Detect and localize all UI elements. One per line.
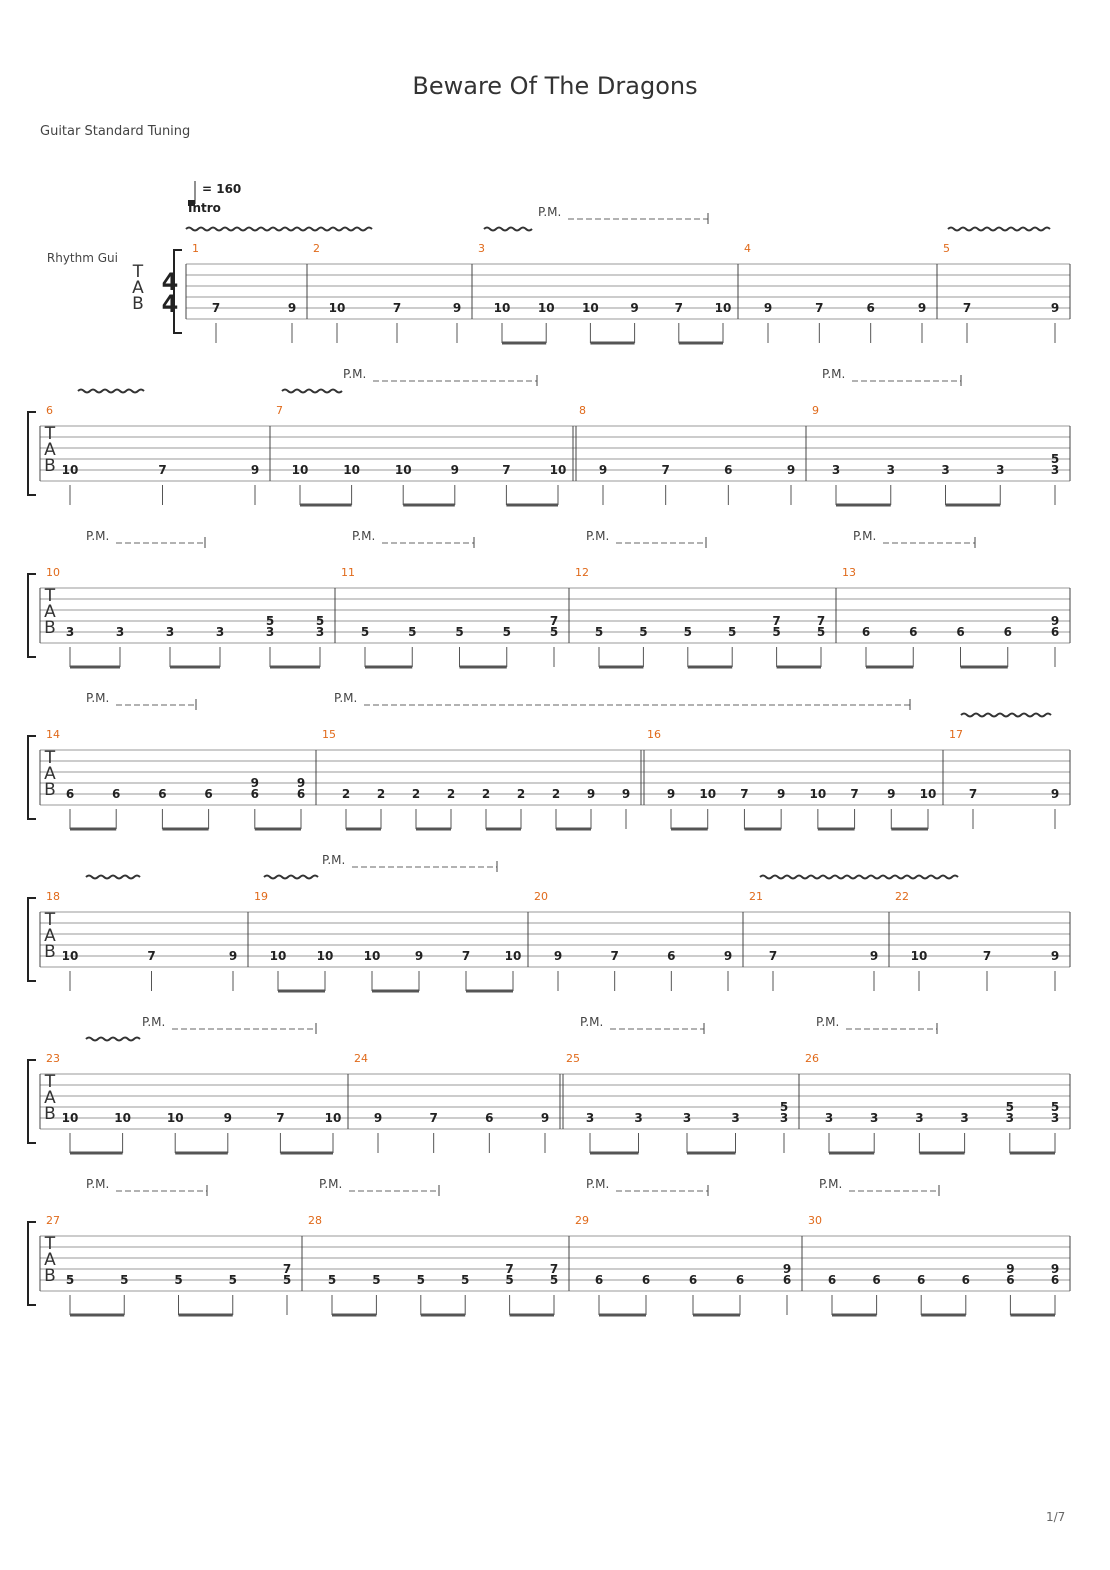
fret-number: 6 [1050,1273,1060,1287]
fret-number: 10 [714,301,732,315]
vibrato-marker [78,390,144,393]
fret-number: 10 [809,787,827,801]
fret-number: 9 [373,1111,383,1125]
fret-number: 5 [455,625,464,639]
fret-number: 10 [699,787,717,801]
fret-number: 5 [416,1273,425,1287]
fret-number: 6 [1006,1273,1015,1287]
fret-number: 5 [1050,452,1060,466]
palm-mute-label: P.M. [586,529,610,543]
fret-number: 9 [598,463,608,477]
palm-mute-label: P.M. [352,529,376,543]
measure-number: 18 [46,890,60,903]
tab-clef-letter: A [44,602,56,622]
fret-number: 7 [147,949,156,963]
tab-clef-letter: A [44,1250,56,1270]
fret-number: 5 [327,1273,337,1287]
fret-number: 9 [630,301,639,315]
fret-number: 9 [223,1111,232,1125]
palm-mute-label: P.M. [343,367,367,381]
fret-number: 7 [282,1262,292,1276]
measure-number: 10 [46,566,60,579]
measure-number: 23 [46,1052,60,1065]
measure-number: 25 [566,1052,580,1065]
fret-number: 3 [731,1111,740,1125]
fret-number: 6 [735,1273,745,1287]
vibrato-marker [760,876,958,879]
measure-number: 14 [46,728,60,741]
fret-number: 3 [585,1111,595,1125]
fret-number: 9 [250,463,260,477]
fret-number: 5 [408,625,417,639]
fret-number: 10 [328,301,346,315]
fret-number: 3 [1050,1111,1060,1125]
fret-number: 9 [786,463,796,477]
fret-number: 3 [1050,463,1060,477]
measure-number: 13 [842,566,856,579]
fret-number: 5 [174,1273,183,1287]
tab-clef-letter: T [132,262,144,282]
tab-clef-letter: B [44,942,56,962]
tab-clef-letter: A [44,926,56,946]
fret-number: 9 [540,1111,550,1125]
fret-number: 9 [450,463,459,477]
fret-number: 7 [502,463,511,477]
palm-mute-label: P.M. [822,367,846,381]
fret-number: 2 [411,787,421,801]
system-brace [28,736,36,819]
fret-number: 10 [114,1111,131,1125]
fret-number: 3 [315,625,325,639]
tab-clef-letter: A [44,764,56,784]
fret-number: 10 [394,463,412,477]
fret-number: 6 [961,1273,970,1287]
vibrato-marker [948,228,1050,231]
measure-number: 30 [808,1214,822,1227]
fret-number: 5 [772,625,781,639]
fret-number: 6 [827,1273,837,1287]
fret-number: 6 [204,787,213,801]
fret-number: 7 [610,949,619,963]
fret-number: 9 [621,787,631,801]
fret-number: 10 [324,1111,342,1125]
fret-number: 7 [276,1111,285,1125]
fret-number: 6 [956,625,965,639]
fret-number: 10 [910,949,928,963]
fret-number: 6 [1050,625,1060,639]
fret-number: 7 [982,949,992,963]
fret-number: 3 [886,463,895,477]
track-name: Rhythm Gui [46,251,118,265]
fret-number: 5 [505,1273,514,1287]
time-signature-bottom: 4 [161,290,179,318]
fret-number: 7 [211,301,221,315]
fret-number: 3 [960,1111,969,1125]
fret-number: 7 [392,301,402,315]
fret-number: 6 [866,301,875,315]
fret-number: 9 [869,949,879,963]
measure-number: 17 [949,728,963,741]
fret-number: 3 [634,1111,643,1125]
fret-number: 10 [504,949,522,963]
palm-mute-label: P.M. [816,1015,840,1029]
fret-number: 7 [429,1111,438,1125]
measure-number: 20 [534,890,548,903]
fret-number: 6 [641,1273,651,1287]
measure-number: 27 [46,1214,60,1227]
section-marker: Intro [188,201,221,215]
fret-number: 7 [674,301,683,315]
measure-number: 9 [812,404,819,417]
fret-number: 10 [61,463,79,477]
fret-number: 7 [850,787,859,801]
fret-number: 6 [485,1111,494,1125]
fret-number: 5 [549,625,559,639]
fret-number: 10 [166,1111,184,1125]
fret-number: 2 [376,787,386,801]
tab-clef-letter: A [44,440,56,460]
fret-number: 9 [1050,949,1060,963]
fret-number: 9 [228,949,238,963]
fret-number: 10 [269,949,287,963]
fret-number: 7 [740,787,749,801]
fret-number: 7 [549,1262,559,1276]
vibrato-marker [86,876,140,879]
fret-number: 5 [779,1100,789,1114]
tab-clef-letter: B [44,1266,56,1286]
fret-number: 9 [553,949,563,963]
fret-number: 3 [115,625,125,639]
fret-number: 9 [1050,1262,1060,1276]
tab-clef-letter: B [44,456,56,476]
vibrato-marker [961,714,1051,717]
fret-number: 3 [915,1111,924,1125]
fret-number: 5 [461,1273,470,1287]
tab-clef-letter: B [44,1104,56,1124]
system-brace [28,898,36,981]
measure-number: 3 [478,242,485,255]
fret-number: 6 [724,463,733,477]
palm-mute-label: P.M. [853,529,877,543]
fret-number: 3 [870,1111,879,1125]
fret-number: 7 [661,463,670,477]
measure-number: 1 [192,242,199,255]
palm-mute-label: P.M. [86,691,110,705]
fret-number: 9 [782,1262,792,1276]
system-brace [28,574,36,657]
fret-number: 10 [549,463,567,477]
tab-clef-letter: B [44,618,56,638]
fret-number: 6 [782,1273,792,1287]
palm-mute-label: P.M. [334,691,358,705]
fret-number: 7 [768,949,778,963]
measure-number: 29 [575,1214,589,1227]
fret-number: 5 [282,1273,292,1287]
measure-number: 8 [579,404,586,417]
tab-clef-letter: T [44,586,56,606]
fret-number: 9 [1050,787,1060,801]
fret-number: 7 [549,614,559,628]
fret-number: 6 [594,1273,604,1287]
fret-number: 10 [493,301,511,315]
fret-number: 3 [165,625,175,639]
fret-number: 5 [372,1273,381,1287]
fret-number: 3 [1005,1111,1014,1125]
fret-number: 6 [917,1273,926,1287]
fret-number: 9 [887,787,896,801]
measure-number: 4 [744,242,751,255]
fret-number: 9 [250,776,259,790]
fret-number: 10 [582,301,599,315]
fret-number: 3 [682,1111,692,1125]
palm-mute-label: P.M. [319,1177,343,1191]
fret-number: 3 [779,1111,789,1125]
fret-number: 9 [776,787,786,801]
fret-number: 10 [61,1111,79,1125]
fret-number: 5 [594,625,604,639]
fret-number: 5 [816,625,826,639]
measure-number: 2 [313,242,320,255]
measure-number: 12 [575,566,589,579]
fret-number: 6 [65,787,75,801]
fret-number: 7 [461,949,471,963]
fret-number: 6 [872,1273,881,1287]
fret-number: 10 [291,463,309,477]
measure-number: 11 [341,566,355,579]
fret-number: 5 [65,1273,75,1287]
fret-number: 6 [250,787,259,801]
fret-number: 2 [481,787,491,801]
fret-number: 3 [65,625,75,639]
tab-clef-letter: T [44,910,56,930]
fret-number: 5 [502,625,511,639]
palm-mute-label: P.M. [86,1177,110,1191]
measure-number: 26 [805,1052,819,1065]
fret-number: 7 [772,614,781,628]
tab-clef-letter: B [132,294,144,314]
tuning-label: Guitar Standard Tuning [40,124,191,139]
palm-mute-label: P.M. [86,529,110,543]
fret-number: 7 [962,301,972,315]
fret-number: 7 [505,1262,514,1276]
fret-number: 3 [996,463,1005,477]
tab-clef-letter: T [44,424,56,444]
measure-number: 28 [308,1214,322,1227]
tab-clef-letter: T [44,1234,56,1254]
fret-number: 5 [639,625,648,639]
vibrato-marker [264,876,318,879]
fret-number: 9 [452,301,462,315]
vibrato-marker [86,1038,140,1041]
fret-number: 6 [667,949,676,963]
measure-number: 16 [647,728,661,741]
fret-number: 9 [296,776,306,790]
palm-mute-label: P.M. [819,1177,843,1191]
fret-number: 7 [968,787,978,801]
fret-number: 2 [516,787,526,801]
fret-number: 6 [861,625,871,639]
fret-number: 5 [683,625,692,639]
vibrato-marker [282,390,342,393]
fret-number: 10 [919,787,937,801]
fret-number: 9 [1050,614,1060,628]
fret-number: 5 [228,1273,237,1287]
fret-number: 9 [414,949,424,963]
fret-number: 6 [296,787,306,801]
fret-number: 9 [287,301,297,315]
page-number: 1/7 [1046,1510,1066,1524]
time-signature-top: 4 [161,268,179,296]
measure-number: 15 [322,728,336,741]
fret-number: 5 [120,1273,129,1287]
system-brace [28,1222,36,1305]
measure-number: 7 [276,404,283,417]
fret-number: 3 [215,625,225,639]
palm-mute-label: P.M. [322,853,346,867]
palm-mute-label: P.M. [142,1015,166,1029]
fret-number: 10 [316,949,334,963]
fret-number: 5 [265,614,275,628]
fret-number: 9 [666,787,676,801]
fret-number: 5 [1050,1100,1060,1114]
fret-number: 6 [688,1273,698,1287]
measure-number: 24 [354,1052,368,1065]
fret-number: 6 [158,787,167,801]
fret-number: 2 [341,787,351,801]
tempo-marking: = 160 [202,182,242,196]
vibrato-marker [186,228,372,231]
fret-number: 3 [824,1111,834,1125]
fret-number: 6 [909,625,918,639]
system-brace [28,412,36,495]
fret-number: 9 [763,301,773,315]
fret-number: 2 [551,787,561,801]
measure-number: 6 [46,404,53,417]
fret-number: 9 [1050,301,1060,315]
fret-number: 7 [815,301,824,315]
fret-number: 9 [723,949,733,963]
fret-number: 2 [446,787,456,801]
fret-number: 3 [941,463,950,477]
fret-number: 9 [1006,1262,1015,1276]
tab-clef-letter: B [44,780,56,800]
fret-number: 5 [1005,1100,1014,1114]
tab-clef-letter: A [44,1088,56,1108]
tab-clef-letter: T [44,748,56,768]
fret-number: 5 [549,1273,559,1287]
measure-number: 5 [943,242,950,255]
palm-mute-label: P.M. [538,205,562,219]
measure-number: 22 [895,890,909,903]
palm-mute-label: P.M. [586,1177,610,1191]
fret-number: 7 [158,463,167,477]
fret-number: 5 [315,614,325,628]
fret-number: 10 [61,949,79,963]
measure-number: 21 [749,890,763,903]
fret-number: 10 [363,949,381,963]
tab-clef-letter: T [44,1072,56,1092]
fret-number: 3 [831,463,841,477]
fret-number: 3 [265,625,275,639]
measure-number: 19 [254,890,268,903]
fret-number: 6 [112,787,121,801]
fret-number: 5 [728,625,737,639]
palm-mute-label: P.M. [580,1015,604,1029]
system-brace [28,1060,36,1143]
score-title: Beware Of The Dragons [412,72,698,100]
vibrato-marker [484,228,532,231]
fret-number: 9 [586,787,596,801]
fret-number: 5 [360,625,370,639]
fret-number: 7 [816,614,826,628]
fret-number: 9 [917,301,927,315]
fret-number: 6 [1003,625,1012,639]
fret-number: 10 [537,301,555,315]
tab-clef-letter: A [132,278,144,298]
fret-number: 10 [343,463,360,477]
